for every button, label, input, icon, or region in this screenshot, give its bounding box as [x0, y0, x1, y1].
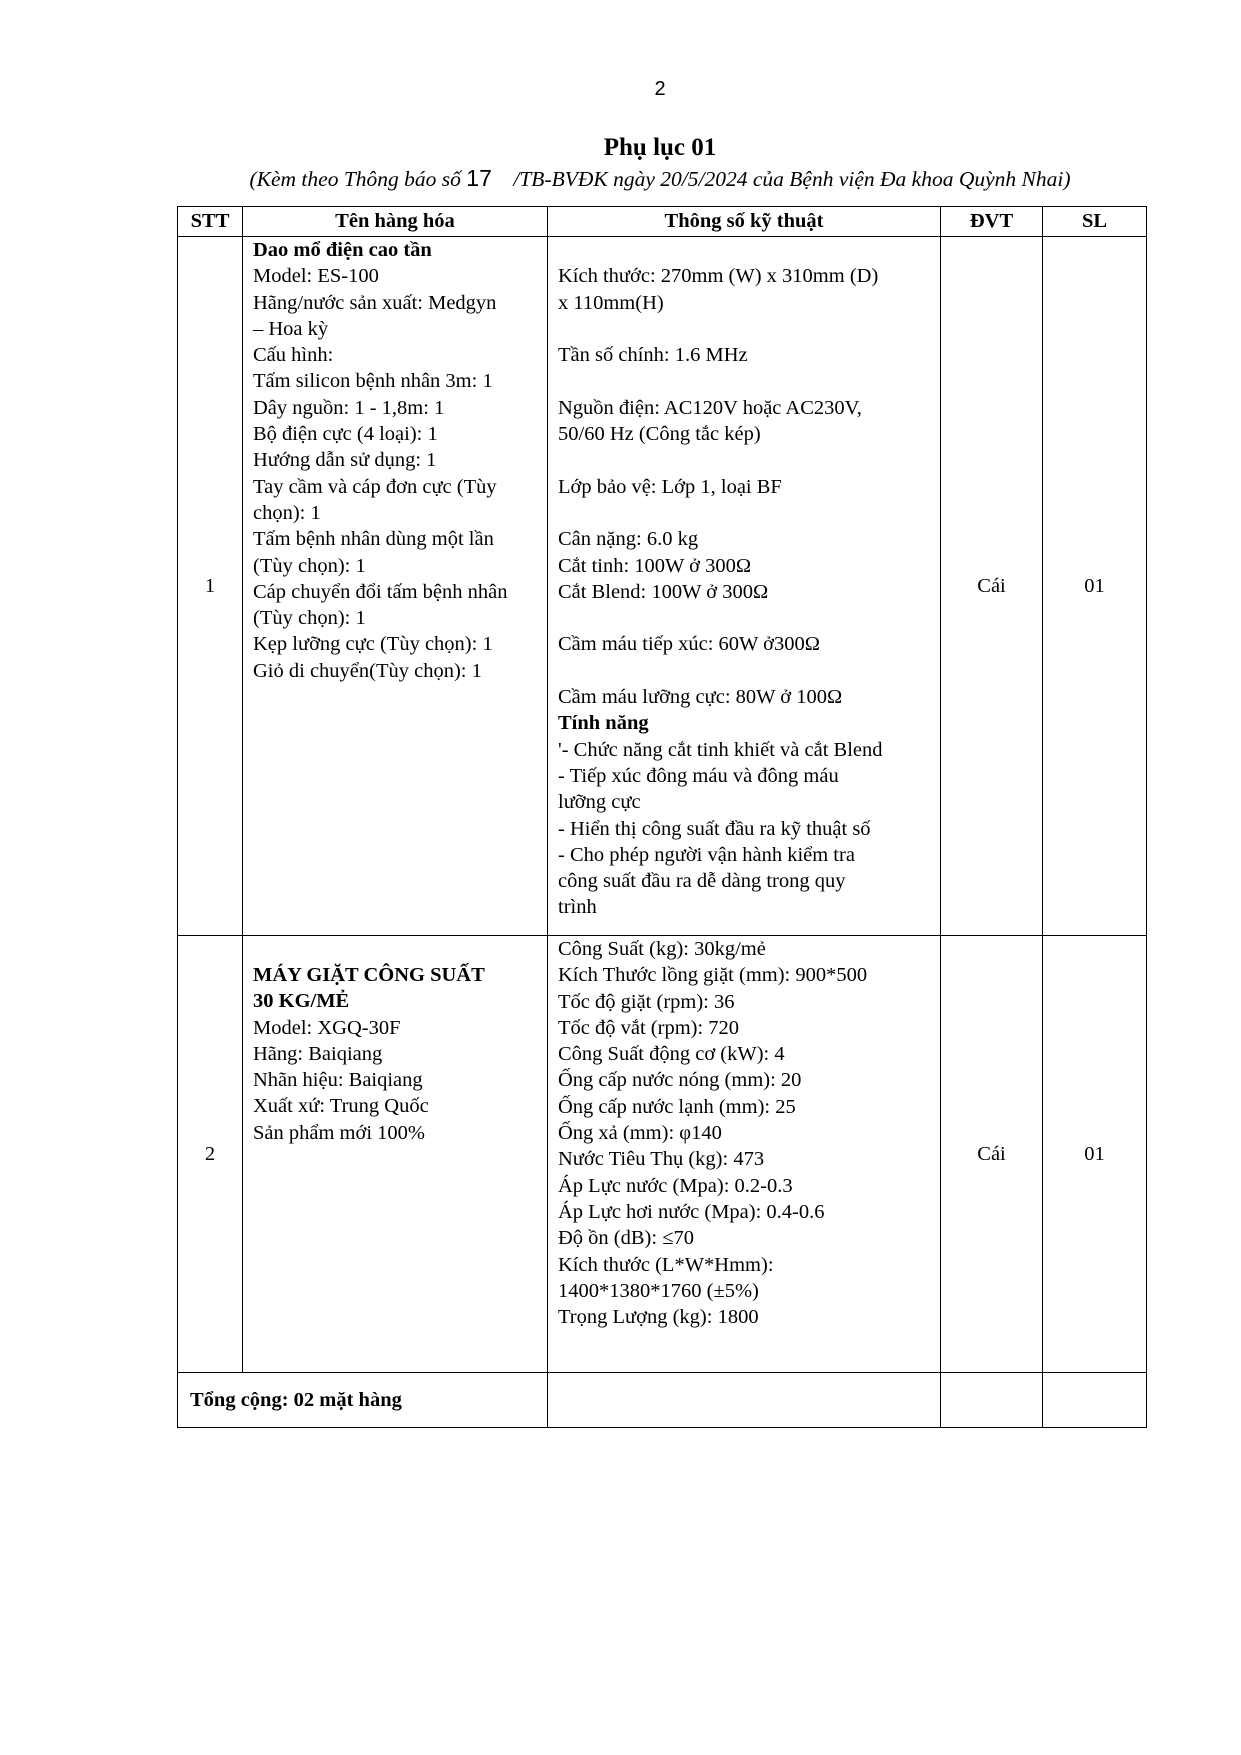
text-line: Kích Thước lồng giặt (mm): 900*500	[558, 964, 868, 987]
blank-line	[558, 368, 930, 394]
header-spec: Thông số kỹ thuật	[548, 207, 941, 237]
text-line: '- Chức năng cắt tinh khiết và cắt Blend	[558, 738, 883, 761]
total-row	[178, 1373, 1147, 1428]
text-line: Sản phẩm mới 100%	[253, 1121, 425, 1144]
text-line: 30 KG/MẺ	[253, 990, 350, 1013]
text-line: - Hiển thị công suất đầu ra kỹ thuật số	[558, 817, 871, 840]
page-title: Phụ lục 01	[603, 134, 717, 161]
text-line: Cân nặng: 6.0 kg	[558, 528, 699, 551]
text-line: Dây nguồn: 1 - 1,8m: 1	[253, 396, 445, 419]
text-line: Kẹp lưỡng cực (Tùy chọn): 1	[253, 633, 493, 656]
header-unit: ĐVT	[941, 207, 1043, 237]
text-line: 50/60 Hz (Công tắc kép)	[558, 423, 761, 446]
page-number: 2	[654, 78, 666, 100]
text-line: Ống cấp nước lạnh (mm): 25	[558, 1095, 796, 1118]
product-title	[253, 962, 537, 1015]
text-line: Cầm máu tiếp xúc: 60W ở300Ω	[558, 633, 820, 656]
blank-line	[558, 658, 930, 684]
text-line: Tốc độ giặt (rpm): 36	[558, 990, 735, 1013]
text-line: trình	[558, 896, 597, 919]
text-line: chọn): 1	[253, 501, 321, 524]
total-unit-empty	[941, 1373, 1043, 1428]
text-line: - Cho phép người vận hành kiểm tra	[558, 843, 855, 866]
text-line: Ống cấp nước nóng (mm): 20	[558, 1069, 802, 1092]
total-label: Tổng cộng: 02 mặt hàng	[178, 1373, 548, 1428]
text-line: Cầm máu lưỡng cực: 80W ở 100Ω	[558, 686, 843, 709]
text-line: x 110mm(H)	[558, 291, 664, 314]
row-qty: 01	[1043, 936, 1147, 1373]
table-row	[178, 237, 1147, 936]
text-line: Bộ điện cực (4 loại): 1	[253, 423, 438, 446]
blank-line	[558, 447, 930, 473]
blank-line	[558, 316, 930, 342]
text-line: Áp Lực nước (Mpa): 0.2-0.3	[558, 1174, 793, 1197]
text-line: Nhãn hiệu: Baiqiang	[253, 1069, 423, 1092]
header-name: Tên hàng hóa	[243, 207, 548, 237]
text-line: Nước Tiêu Thụ (kg): 473	[558, 1148, 765, 1171]
text-line: - Tiếp xúc đông máu và đông máu	[558, 764, 839, 787]
text-line: Tấm bệnh nhân dùng một lần	[253, 528, 494, 551]
text-line: lưỡng cực	[558, 791, 641, 814]
text-line: Tấm silicon bệnh nhân 3m: 1	[253, 370, 493, 393]
blank-line	[558, 237, 930, 263]
product-name-lines	[253, 1015, 537, 1146]
feature-lines	[558, 737, 930, 921]
text-line: Độ ồn (dB): ≤70	[558, 1227, 694, 1250]
text-line: Nguồn điện: AC120V hoặc AC230V,	[558, 396, 862, 419]
row-qty: 01	[1043, 237, 1147, 936]
text-line: Công Suất (kg): 30kg/mẻ	[558, 938, 766, 960]
spec-lines	[558, 237, 930, 710]
text-line: Tay cầm và cáp đơn cực (Tùy	[253, 475, 497, 498]
text-line: Hãng: Baiqiang	[253, 1042, 383, 1065]
blank-line	[558, 500, 930, 526]
table-row	[178, 936, 1147, 1373]
feature-title: Tính năng	[558, 712, 649, 735]
text-line: Cắt tinh: 100W ở 300Ω	[558, 554, 752, 577]
row-unit: Cái	[941, 237, 1043, 936]
text-line: (Tùy chọn): 1	[253, 554, 366, 577]
text-line: Áp Lực hơi nước (Mpa): 0.4-0.6	[558, 1200, 825, 1223]
subtitle-prefix: (Kèm theo Thông báo số	[249, 167, 467, 191]
text-line: 1400*1380*1760 (±5%)	[558, 1279, 759, 1302]
text-line: Ống xả (mm): φ140	[558, 1122, 722, 1145]
text-line: Hướng dẫn sử dụng: 1	[253, 449, 437, 472]
text-line: Lớp bảo vệ: Lớp 1, loại BF	[558, 475, 782, 498]
text-line: Công Suất động cơ (kW): 4	[558, 1043, 785, 1066]
total-qty-empty	[1043, 1373, 1147, 1428]
text-line: Model: XGQ-30F	[253, 1016, 401, 1039]
page-subtitle	[0, 165, 1241, 192]
total-spec-empty	[548, 1373, 941, 1428]
text-line: Tần số chính: 1.6 MHz	[558, 344, 748, 367]
text-line: Hãng/nước sản xuất: Medgyn	[253, 291, 497, 314]
row-name-cell	[243, 936, 548, 1373]
product-title: Dao mổ điện cao tần	[253, 239, 432, 261]
blank-line	[558, 605, 930, 631]
text-line: Kích thước: 270mm (W) x 310mm (D)	[558, 265, 879, 288]
row-spec-cell	[548, 936, 941, 1373]
header-qty: SL	[1043, 207, 1147, 237]
row-name-cell	[243, 237, 548, 936]
text-line: Cáp chuyển đổi tấm bệnh nhân	[253, 580, 508, 603]
subtitle-suffix: /TB-BVĐK ngày 20/5/2024 của Bệnh viện Đa khoa Quỳnh Nhai)	[491, 167, 1071, 191]
notice-number: 17	[466, 165, 492, 191]
text-line: Cắt Blend: 100W ở 300Ω	[558, 580, 769, 603]
row-unit: Cái	[941, 936, 1043, 1373]
table-header-row	[178, 207, 1147, 237]
text-line: MÁY GIẶT CÔNG SUẤT	[253, 964, 485, 986]
text-line: Giỏ di chuyển(Tùy chọn): 1	[253, 659, 482, 682]
text-line: (Tùy chọn): 1	[253, 607, 366, 630]
text-line: Tốc độ vắt (rpm): 720	[558, 1016, 740, 1039]
product-name-lines	[253, 263, 537, 684]
text-line: Trọng Lượng (kg): 1800	[558, 1306, 759, 1329]
spec-lines	[558, 936, 930, 1330]
text-line: Model: ES-100	[253, 265, 379, 288]
text-line: công suất đầu ra dễ dàng trong quy	[558, 870, 846, 893]
header-stt: STT	[178, 207, 243, 237]
row-spec-cell	[548, 237, 941, 936]
text-line: Xuất xứ: Trung Quốc	[253, 1095, 429, 1118]
row-stt: 1	[178, 237, 243, 936]
text-line: Cấu hình:	[253, 344, 334, 367]
text-line: – Hoa kỳ	[253, 317, 329, 340]
text-line: Kích thước (L*W*Hmm):	[558, 1253, 774, 1276]
goods-spec-table	[177, 206, 1147, 1428]
row-stt: 2	[178, 936, 243, 1373]
